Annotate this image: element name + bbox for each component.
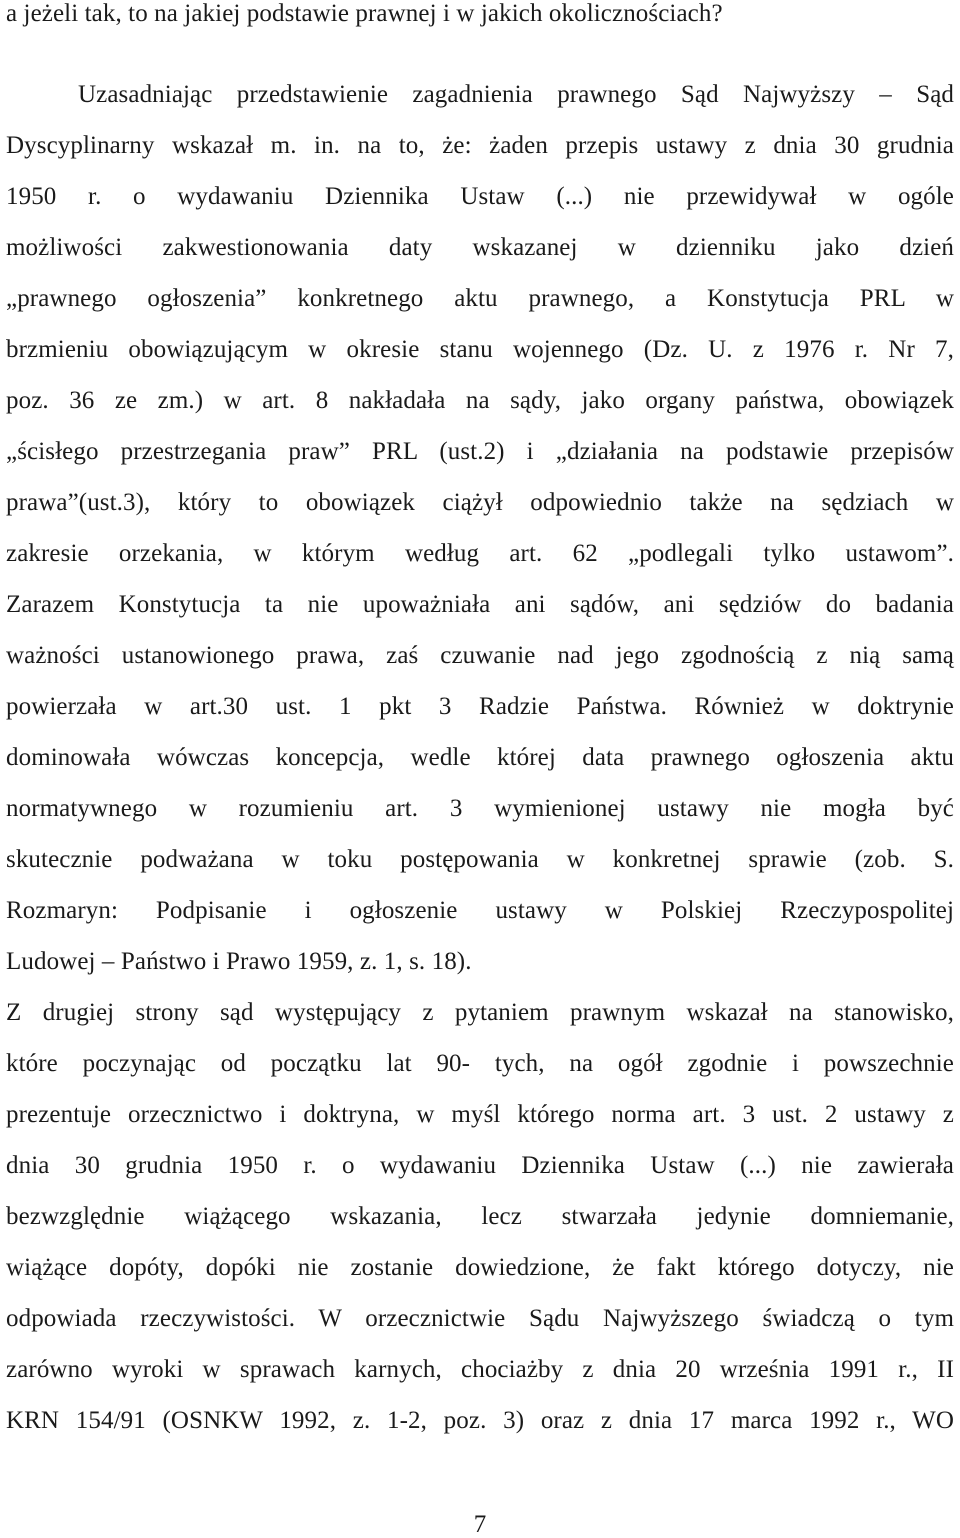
text-line: odpowiada rzeczywistości. W orzecznictwie Sądu Najwyższego świadczą o tym — [6, 1305, 954, 1332]
text-line: Uzasadniając przedstawienie zagadnienia prawnego Sąd Najwyższy – Sąd — [78, 81, 954, 108]
text-line: zakresie orzekania, w którym według art. 62 „podlegali tylko ustawom”. — [6, 540, 954, 567]
text-line: dnia 30 grudnia 1950 r. o wydawaniu Dziennika Ustaw (...) nie zawierała — [6, 1152, 954, 1179]
text-line: dominowała wówczas koncepcja, wedle której data prawnego ogłoszenia aktu — [6, 744, 954, 771]
text-line: brzmieniu obowiązującym w okresie stanu wojennego (Dz. U. z 1976 r. Nr 7, — [6, 336, 954, 363]
text-line: powierzała w art.30 ust. 1 pkt 3 Radzie Państwa. Również w doktrynie — [6, 693, 954, 720]
text-line: prawa”(ust.3), który to obowiązek ciążył odpowiednio także na sędziach w — [6, 489, 954, 516]
text-line: normatywnego w rozumieniu art. 3 wymienionej ustawy nie mogła być — [6, 795, 954, 822]
text-line: prezentuje orzecznictwo i doktryna, w myśl którego norma art. 3 ust. 2 ustawy z — [6, 1101, 954, 1128]
text-line: Zarazem Konstytucja ta nie upoważniała ani sądów, ani sędziów do badania — [6, 591, 954, 618]
text-line: zarówno wyroki w sprawach karnych, chociażby z dnia 20 września 1991 r., II — [6, 1356, 954, 1383]
document-page — [6, 0, 954, 1446]
text-line: Dyscyplinarny wskazał m. in. na to, że: żaden przepis ustawy z dnia 30 grudnia — [6, 132, 954, 159]
text-line: ważności ustanowionego prawa, zaś czuwanie nad jego zgodnością z nią samą — [6, 642, 954, 669]
text-line: a jeżeli tak, to na jakiej podstawie prawnej i w jakich okolicznościach? — [6, 0, 723, 27]
text-line: skutecznie podważana w toku postępowania w konkretnej sprawie (zob. S. — [6, 846, 954, 873]
text-line: KRN 154/91 (OSNKW 1992, z. 1-2, poz. 3) oraz z dnia 17 marca 1992 r., WO — [6, 1407, 954, 1434]
text-line: Ludowej – Państwo i Prawo 1959, z. 1, s. 18). — [6, 948, 472, 975]
text-line: Z drugiej strony sąd występujący z pytaniem prawnym wskazał na stanowisko, — [6, 999, 954, 1026]
text-line: wiążące dopóty, dopóki nie zostanie dowiedzione, że fakt którego dotyczy, nie — [6, 1254, 954, 1281]
text-line: „prawnego ogłoszenia” konkretnego aktu prawnego, a Konstytucja PRL w — [6, 285, 954, 312]
text-line: Rozmaryn: Podpisanie i ogłoszenie ustawy w Polskiej Rzeczypospolitej — [6, 897, 954, 924]
text-line: możliwości zakwestionowania daty wskazanej w dzienniku jako dzień — [6, 234, 954, 261]
text-line: poz. 36 ze zm.) w art. 8 nakładała na sądy, jako organy państwa, obowiązek — [6, 387, 954, 414]
paragraph-gap — [6, 30, 954, 69]
page-number: 7 — [473, 1511, 487, 1538]
text-line: „ścisłego przestrzegania praw” PRL (ust.2) i „działania na podstawie przepisów — [6, 438, 954, 465]
text-line: bezwzględnie wiążącego wskazania, lecz stwarzała jedynie domniemanie, — [6, 1203, 954, 1230]
text-line: 1950 r. o wydawaniu Dziennika Ustaw (...) nie przewidywał w ogóle — [6, 183, 954, 210]
text-line: które poczynając od początku lat 90- tych, na ogół zgodnie i powszechnie — [6, 1050, 954, 1077]
